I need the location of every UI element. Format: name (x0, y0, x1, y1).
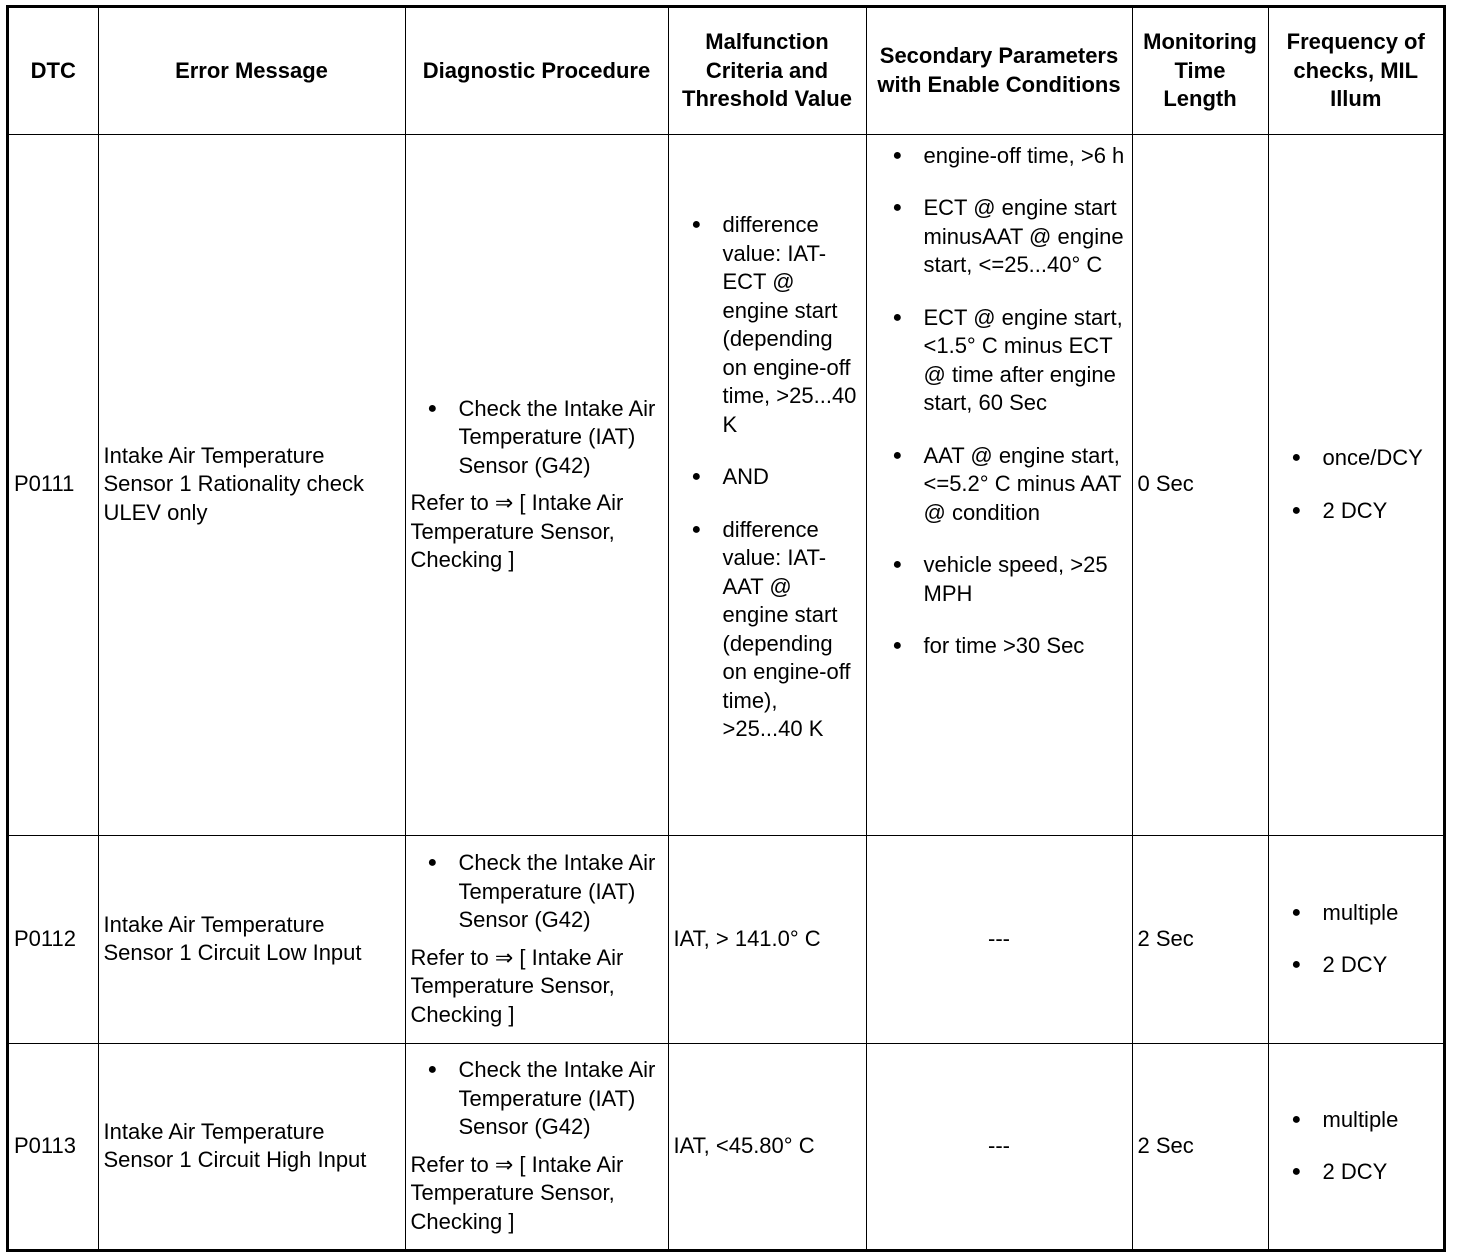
error-message: Intake Air Temperature Sensor 1 Circuit High Input (98, 1043, 405, 1249)
secondary-item: ● for time >30 Sec (893, 632, 1127, 661)
monitoring-time: 2 Sec (1132, 835, 1268, 1043)
malfunction-item: ● difference value: IAT-AAT @ engine start (depending on engine-off time), >25...40 K (692, 516, 861, 744)
malfunction-criteria: IAT, > 141.0° C (668, 835, 866, 1043)
dtc-code: P0113 (9, 1043, 98, 1249)
secondary-item: ● AAT @ engine start, <=5.2° C minus AAT @ condition (893, 442, 1127, 528)
frequency-item: ● 2 DCY (1292, 1158, 1439, 1187)
header-frequency: Frequency of checks, MIL Illum (1268, 8, 1443, 134)
secondary-item: ● engine-off time, >6 h (893, 142, 1127, 171)
frequency (1268, 835, 1443, 1043)
frequency-item: ● once/DCY (1292, 444, 1439, 473)
secondary-item: ● vehicle speed, >25 MPH (893, 551, 1127, 608)
diagnostic-refer-link[interactable]: Refer to ⇒ [ Intake Air Temperature Sensor, Checking ] (410, 944, 624, 1027)
diagnostic-check: ● Check the Intake Air Temperature (IAT) Sensor (G42) (428, 849, 663, 935)
frequency-item: ● multiple (1292, 1106, 1439, 1135)
frequency (1268, 1043, 1443, 1249)
monitoring-time: 2 Sec (1132, 1043, 1268, 1249)
header-diagnostic-procedure: Diagnostic Procedure (405, 8, 668, 134)
table-row-p0112 (9, 835, 1443, 1043)
secondary-item: ● ECT @ engine start, <1.5° C minus ECT @ time after engine start, 60 Sec (893, 304, 1127, 418)
table-row-p0113 (9, 1043, 1443, 1249)
secondary-parameters: --- (866, 835, 1132, 1043)
diagnostic-procedure (405, 835, 668, 1043)
header-error-message: Error Message (98, 8, 405, 134)
error-message: Intake Air Temperature Sensor 1 Circuit Low Input (98, 835, 405, 1043)
malfunction-criteria: IAT, <45.80° C (668, 1043, 866, 1249)
diagnostic-refer-link[interactable]: Refer to ⇒ [ Intake Air Temperature Sensor, Checking ] (410, 490, 624, 572)
malfunction-item: ● difference value: IAT-ECT @ engine start (depending on engine-off time, >25...40 K (692, 211, 861, 439)
frequency-item: ● 2 DCY (1292, 497, 1439, 526)
diagnostic-procedure (405, 1043, 668, 1249)
dtc-code: P0112 (9, 835, 98, 1043)
frequency-item: ● 2 DCY (1292, 951, 1439, 980)
header-row (9, 8, 1443, 134)
diagnostic-procedure (405, 134, 668, 835)
table-row-p0111 (9, 134, 1443, 835)
error-message: Intake Air Temperature Sensor 1 Rationality check ULEV only (98, 134, 405, 835)
monitoring-time: 0 Sec (1132, 134, 1268, 835)
header-secondary-parameters: Secondary Parameters with Enable Conditions (866, 8, 1132, 134)
header-monitoring-time: Monitoring Time Length (1132, 8, 1268, 134)
diagnostic-check: ● Check the Intake Air Temperature (IAT) Sensor (G42) (428, 1056, 663, 1142)
diagnostic-check: ● Check the Intake Air Temperature (IAT) Sensor (G42) (428, 395, 663, 481)
diagnostic-refer-link[interactable]: Refer to ⇒ [ Intake Air Temperature Sensor, Checking ] (410, 1151, 624, 1234)
frequency (1268, 134, 1443, 835)
header-malfunction-criteria: Malfunction Criteria and Threshold Value (668, 8, 866, 134)
secondary-item: ● ECT @ engine start minusAAT @ engine start, <=25...40° C (893, 194, 1127, 280)
secondary-parameters: --- (866, 1043, 1132, 1249)
dtc-code: P0111 (9, 134, 98, 835)
header-dtc: DTC (9, 8, 98, 134)
frequency-item: ● multiple (1292, 899, 1439, 928)
malfunction-criteria (668, 134, 866, 835)
malfunction-item: ● AND (692, 463, 861, 492)
secondary-parameters (866, 134, 1132, 835)
dtc-table (9, 8, 1443, 1249)
dtc-table-frame (6, 5, 1446, 1252)
